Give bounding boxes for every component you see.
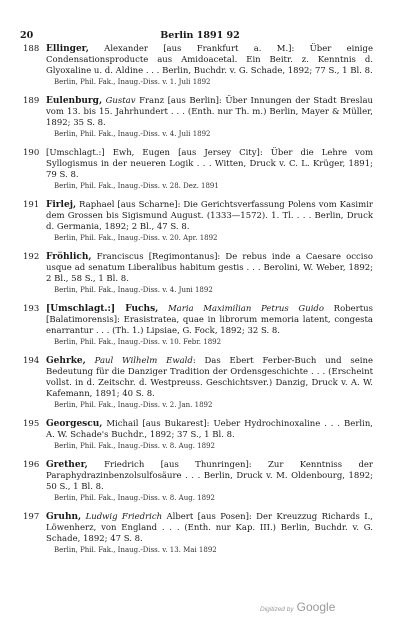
entry-citation [46,512,373,545]
dissertation-note: Berlin, Phil. Fak., Inaug.-Diss. v. 8. Aug. 1892 [54,442,215,450]
author-surname: Firlej, [46,200,77,210]
catalog-entry [0,512,400,555]
dissertation-note: Berlin, Phil. Fak., Inaug.-Diss. v. 20. Apr. 1892 [54,234,218,242]
entry-number: 194 [23,356,40,366]
dissertation-note: Berlin, Phil. Fak., Inaug.-Diss. v. 13. Mai 1892 [54,546,217,554]
catalog-entry [0,200,400,243]
entry-citation [46,252,373,285]
entry-citation [46,148,373,181]
author-given-italic: Paul Wilhelm Ewald [85,356,193,366]
author-surname: Ellinger, [46,44,89,54]
entry-number: 188 [23,44,40,54]
entry-number: 191 [23,200,40,210]
dissertation-note: Berlin, Phil. Fak., Inaug.-Diss. v. 28. Dez. 1891 [54,182,219,190]
watermark-brand: Google [296,600,336,614]
page-number: 20 [20,30,34,41]
entry-number: 189 [23,96,40,106]
author-surname: Georgescu, [46,419,103,429]
citation-text: Albert [aus Posen]: Der Kreuzzug Richards I., Löwenherz, von England . . . (Enth. nur Kap. III.) Berlin, Buchdr. v. G. Schade, 1892; 47 S. 8. [46,512,373,544]
author-surname: Fröhlich, [46,252,92,262]
citation-text: Raphael [aus Scharne]: Die Gerichtsverfassung Polens vom Kasimir dem Grossen bis Sigismund August. (1333—1572). 1. Tl. . . . Berlin, Druck d. Germania, 1892; 2 Bl., 47 S. 8. [46,200,373,232]
digitized-watermark [260,600,390,618]
dissertation-note: Berlin, Phil. Fak., Inaug.-Diss. v. 4. Juni 1892 [54,286,213,294]
author-surname: Grether, [46,460,88,470]
entry-citation [46,460,373,493]
citation-text: Franz [aus Berlin]: Über Innungen der Stadt Breslau vom 13. bis 15. Jahrhundert . . . (Enth. nur Th. m.) Berlin, Mayer & Müller, 1892; 35 S. 8. [46,96,373,128]
catalog-entry [0,304,400,347]
entry-list [0,44,400,564]
citation-text: Michail [aus Bukarest]: Ueber Hydrochinoxaline . . . Berlin, A. W. Schade's Buchdr., 1892; 37 S., 1 Bl. 8. [46,419,373,440]
catalog-entry [0,356,400,410]
entry-citation [46,356,373,400]
author-surname: [Umschlagt.:] Fuchs, [46,304,159,314]
entry-number: 190 [23,148,40,158]
entry-number: 197 [23,512,40,522]
author-given-italic: Ludwig Friedrich [81,512,163,522]
catalog-entry [0,148,400,191]
citation-text: Friedrich [aus Thunringen]: Zur Kenntniss der Paraphydrazinbenzolsulfosäure . . . Berlin, Druck v. M. Oldenbourg, 1892; 50 S., 1 Bl. 8. [46,460,373,492]
entry-citation [46,96,373,129]
entry-citation [46,200,373,233]
running-header [20,30,380,44]
watermark-prefix: Digitized by [260,606,294,613]
dissertation-note: Berlin, Phil. Fak., Inaug.-Diss. v. 8. Aug. 1892 [54,494,215,502]
catalog-entry [0,252,400,295]
entry-citation [46,304,373,337]
citation-text: : Das Ebert Ferber-Buch und seine Bedeutung für die Danziger Tradition der Ordensgeschichte . . . (Erscheint vollst. in d. Zeitschr. d. Westpreuss. Geschichtsver.) Danzig, Druck v. A. W. Kafemann, 1891; 40 S. 8. [46,356,374,399]
dissertation-note: Berlin, Phil. Fak., Inaug.-Diss. v. 1. Juli 1892 [54,78,211,86]
citation-text: [Umschlagt.:] Ewh, Eugen [aus Jersey City]: Über die Lehre vom Syllogismus in der neueren Logik . . . Witten, Druck v. C. L. Krüger, 1891; 79 S. 8. [46,148,373,180]
author-surname: Gruhn, [46,512,82,522]
catalog-entry [0,419,400,451]
running-title: Berlin 1891 92 [160,30,240,41]
citation-text: Alexander [aus Frankfurt a. M.]: Über einige Condensationsproducte aus Amidoacetal. Ein Beitr. z. Kenntnis d. Glyoxaline u. d. Aldine . . . Berlin, Buchdr. v. G. Schade, 1892; 77 S., 1 Bl. 8. [46,44,373,76]
entry-number: 193 [23,304,40,314]
entry-citation [46,419,373,441]
dissertation-note: Berlin, Phil. Fak., Inaug.-Diss. v. 10. Febr. 1892 [54,338,222,346]
entry-number: 192 [23,252,40,262]
catalog-entry [0,460,400,503]
citation-text: Robertus [Balatimorensis]: Erasistratea, quae in librorum memoria latent, congesta enarrantur . . . (Th. 1.) Lipsiae, G. Fock, 1892; 32 S. 8. [46,304,373,336]
citation-text: Franciscus [Regimontanus]: De rebus inde a Caesare occiso usque ad senatum Liberalibus habitum gestis . . . Berolini, W. Weber, 1892; 2 Bl., 58 S., 1 Bl. 8. [46,252,373,284]
author-surname: Eulenburg, [46,96,103,106]
author-surname: Gehrke, [46,356,86,366]
entry-number: 195 [23,419,40,429]
author-given-italic: Gustav [102,96,136,106]
catalog-entry [0,44,400,87]
entry-number: 196 [23,460,40,470]
dissertation-note: Berlin, Phil. Fak., Inaug.-Diss. v. 2. Jan. 1892 [54,401,213,409]
dissertation-note: Berlin, Phil. Fak., Inaug.-Diss. v. 4. Juli 1892 [54,130,211,138]
catalog-entry [0,96,400,139]
author-given-italic: Maria Maximilian Petrus Guido [158,304,324,314]
entry-citation [46,44,373,77]
